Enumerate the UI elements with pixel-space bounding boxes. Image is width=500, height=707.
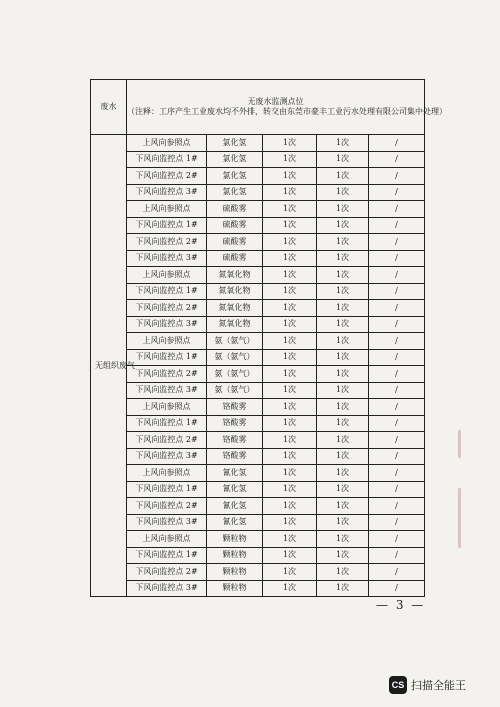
frequency-2-cell: 1次: [317, 382, 369, 399]
table-row: [91, 234, 425, 251]
pollutant-cell: 硫酸雾: [207, 234, 263, 251]
table-row: [91, 135, 425, 152]
frequency-3-cell: /: [369, 349, 425, 366]
frequency-2-cell: 1次: [317, 135, 369, 152]
pollutant-cell: 颗粒物: [207, 547, 263, 564]
frequency-1-cell: 1次: [263, 217, 317, 234]
table-row: [91, 333, 425, 350]
frequency-3-cell: /: [369, 547, 425, 564]
table-row: [91, 300, 425, 317]
table-row: [91, 151, 425, 168]
table-row: [91, 168, 425, 185]
pollutant-cell: 氰化氢: [207, 465, 263, 482]
table-row: [91, 267, 425, 284]
table-row: [91, 564, 425, 581]
wastewater-title: 无废水监测点位: [247, 97, 304, 106]
frequency-1-cell: 1次: [263, 168, 317, 185]
pollutant-cell: 氮氧化物: [207, 316, 263, 333]
frequency-2-cell: 1次: [317, 432, 369, 449]
monitoring-point-cell: 下风向监控点 2#: [127, 432, 207, 449]
monitoring-point-cell: 下风向监控点 2#: [127, 366, 207, 383]
page-number: — 3 —: [376, 598, 426, 612]
wastewater-note: （注释：工序产生工业废水均不外排，转交由东莞市豪丰工业污水处理有限公司集中处理）: [127, 107, 447, 116]
pollutant-cell: 颗粒物: [207, 531, 263, 548]
frequency-3-cell: /: [369, 135, 425, 152]
table-row: [91, 184, 425, 201]
frequency-2-cell: 1次: [317, 250, 369, 267]
table-row: [91, 415, 425, 432]
table-row: [91, 382, 425, 399]
pollutant-cell: 氨（氨气）: [207, 366, 263, 383]
frequency-1-cell: 1次: [263, 498, 317, 515]
frequency-2-cell: 1次: [317, 399, 369, 416]
table-row: [91, 498, 425, 515]
pollutant-cell: 氰化氢: [207, 514, 263, 531]
frequency-3-cell: /: [369, 234, 425, 251]
monitoring-point-cell: 下风向监控点 3#: [127, 184, 207, 201]
table-row: [91, 481, 425, 498]
pollutant-cell: 氯化氢: [207, 184, 263, 201]
table-row: [91, 448, 425, 465]
table-row: [91, 399, 425, 416]
monitoring-point-cell: 下风向监控点 1#: [127, 283, 207, 300]
monitoring-point-cell: 上风向参照点: [127, 333, 207, 350]
monitoring-point-cell: 下风向监控点 1#: [127, 349, 207, 366]
monitoring-point-cell: 上风向参照点: [127, 201, 207, 218]
monitoring-point-cell: 下风向监控点 3#: [127, 580, 207, 597]
frequency-2-cell: 1次: [317, 531, 369, 548]
frequency-3-cell: /: [369, 250, 425, 267]
monitoring-point-cell: 下风向监控点 2#: [127, 300, 207, 317]
frequency-2-cell: 1次: [317, 481, 369, 498]
table-row: [91, 316, 425, 333]
frequency-1-cell: 1次: [263, 316, 317, 333]
frequency-2-cell: 1次: [317, 514, 369, 531]
frequency-1-cell: 1次: [263, 151, 317, 168]
stamp-mark: [458, 430, 471, 458]
frequency-1-cell: 1次: [263, 547, 317, 564]
frequency-3-cell: /: [369, 564, 425, 581]
monitoring-point-cell: 下风向监控点 3#: [127, 382, 207, 399]
monitoring-point-cell: 上风向参照点: [127, 531, 207, 548]
table-row: [91, 580, 425, 597]
frequency-1-cell: 1次: [263, 465, 317, 482]
frequency-2-cell: 1次: [317, 498, 369, 515]
frequency-3-cell: /: [369, 300, 425, 317]
frequency-1-cell: 1次: [263, 250, 317, 267]
frequency-2-cell: 1次: [317, 564, 369, 581]
frequency-2-cell: 1次: [317, 465, 369, 482]
monitoring-point-cell: 下风向监控点 1#: [127, 547, 207, 564]
pollutant-cell: 氯化氢: [207, 151, 263, 168]
monitoring-point-cell: 下风向监控点 2#: [127, 168, 207, 185]
pollutant-cell: 铬酸雾: [207, 448, 263, 465]
frequency-1-cell: 1次: [263, 448, 317, 465]
frequency-2-cell: 1次: [317, 184, 369, 201]
scanner-watermark: [389, 676, 466, 694]
frequency-3-cell: /: [369, 333, 425, 350]
frequency-3-cell: /: [369, 267, 425, 284]
frequency-2-cell: 1次: [317, 316, 369, 333]
frequency-1-cell: 1次: [263, 415, 317, 432]
pollutant-cell: 硫酸雾: [207, 201, 263, 218]
frequency-3-cell: /: [369, 448, 425, 465]
frequency-3-cell: /: [369, 283, 425, 300]
frequency-1-cell: 1次: [263, 399, 317, 416]
pollutant-cell: 硫酸雾: [207, 250, 263, 267]
frequency-3-cell: /: [369, 580, 425, 597]
pollutant-cell: 硫酸雾: [207, 217, 263, 234]
frequency-1-cell: 1次: [263, 366, 317, 383]
frequency-3-cell: /: [369, 465, 425, 482]
frequency-3-cell: /: [369, 201, 425, 218]
monitoring-point-cell: 上风向参照点: [127, 267, 207, 284]
wastewater-note-cell: [127, 80, 447, 135]
frequency-2-cell: 1次: [317, 151, 369, 168]
monitoring-point-cell: 下风向监控点 1#: [127, 217, 207, 234]
frequency-1-cell: 1次: [263, 234, 317, 251]
table-row: [91, 366, 425, 383]
frequency-3-cell: /: [369, 514, 425, 531]
monitoring-point-cell: 下风向监控点 3#: [127, 250, 207, 267]
table-row: [91, 531, 425, 548]
frequency-3-cell: /: [369, 168, 425, 185]
frequency-2-cell: 1次: [317, 201, 369, 218]
frequency-1-cell: 1次: [263, 300, 317, 317]
frequency-2-cell: 1次: [317, 283, 369, 300]
frequency-1-cell: 1次: [263, 184, 317, 201]
frequency-2-cell: 1次: [317, 415, 369, 432]
monitoring-point-cell: 上风向参照点: [127, 399, 207, 416]
frequency-1-cell: 1次: [263, 135, 317, 152]
frequency-2-cell: 1次: [317, 267, 369, 284]
frequency-1-cell: 1次: [263, 382, 317, 399]
table-row: [91, 250, 425, 267]
frequency-3-cell: /: [369, 498, 425, 515]
monitoring-table: [90, 79, 447, 597]
table-row: [91, 514, 425, 531]
frequency-3-cell: /: [369, 382, 425, 399]
monitoring-point-cell: 下风向监控点 2#: [127, 234, 207, 251]
stamp-mark: [458, 488, 471, 548]
frequency-2-cell: 1次: [317, 217, 369, 234]
monitoring-point-cell: 下风向监控点 1#: [127, 151, 207, 168]
frequency-1-cell: 1次: [263, 564, 317, 581]
pollutant-cell: 颗粒物: [207, 580, 263, 597]
monitoring-point-cell: 下风向监控点 2#: [127, 498, 207, 515]
monitoring-point-cell: 下风向监控点 1#: [127, 481, 207, 498]
pollutant-cell: 氰化氢: [207, 481, 263, 498]
frequency-2-cell: 1次: [317, 349, 369, 366]
pollutant-cell: 氮氧化物: [207, 283, 263, 300]
fugitive-gas-category: 无组织废气: [91, 135, 127, 597]
monitoring-point-cell: 下风向监控点 1#: [127, 415, 207, 432]
frequency-1-cell: 1次: [263, 481, 317, 498]
frequency-2-cell: 1次: [317, 547, 369, 564]
pollutant-cell: 氮氧化物: [207, 267, 263, 284]
monitoring-point-cell: 下风向监控点 3#: [127, 448, 207, 465]
monitoring-point-cell: 上风向参照点: [127, 465, 207, 482]
table-row: [91, 465, 425, 482]
monitoring-point-cell: 下风向监控点 3#: [127, 316, 207, 333]
pollutant-cell: 氨（氨气）: [207, 349, 263, 366]
table-row: [91, 547, 425, 564]
frequency-3-cell: /: [369, 151, 425, 168]
pollutant-cell: 氰化氢: [207, 498, 263, 515]
monitoring-point-cell: 下风向监控点 2#: [127, 564, 207, 581]
frequency-1-cell: 1次: [263, 201, 317, 218]
frequency-1-cell: 1次: [263, 349, 317, 366]
frequency-3-cell: /: [369, 415, 425, 432]
frequency-2-cell: 1次: [317, 333, 369, 350]
camscanner-logo-icon: CS: [389, 676, 407, 694]
pollutant-cell: 氯化氢: [207, 168, 263, 185]
frequency-1-cell: 1次: [263, 267, 317, 284]
table-row: [91, 217, 425, 234]
frequency-2-cell: 1次: [317, 366, 369, 383]
frequency-3-cell: /: [369, 184, 425, 201]
watermark-text: 扫描全能王: [411, 679, 466, 692]
pollutant-cell: 颗粒物: [207, 564, 263, 581]
wastewater-row: [91, 80, 425, 135]
pollutant-cell: 铬酸雾: [207, 415, 263, 432]
pollutant-cell: 氨（氨气）: [207, 382, 263, 399]
frequency-3-cell: /: [369, 399, 425, 416]
frequency-1-cell: 1次: [263, 514, 317, 531]
frequency-3-cell: /: [369, 531, 425, 548]
wastewater-category: 废水: [91, 80, 127, 135]
frequency-3-cell: /: [369, 366, 425, 383]
frequency-1-cell: 1次: [263, 531, 317, 548]
monitoring-point-cell: 上风向参照点: [127, 135, 207, 152]
frequency-1-cell: 1次: [263, 283, 317, 300]
frequency-3-cell: /: [369, 316, 425, 333]
table-row: [91, 349, 425, 366]
frequency-3-cell: /: [369, 432, 425, 449]
pollutant-cell: 氯化氢: [207, 135, 263, 152]
table-row: [91, 283, 425, 300]
frequency-2-cell: 1次: [317, 448, 369, 465]
monitoring-point-cell: 下风向监控点 3#: [127, 514, 207, 531]
table-row: [91, 432, 425, 449]
frequency-2-cell: 1次: [317, 300, 369, 317]
frequency-1-cell: 1次: [263, 432, 317, 449]
frequency-2-cell: 1次: [317, 234, 369, 251]
frequency-2-cell: 1次: [317, 168, 369, 185]
pollutant-cell: 铬酸雾: [207, 399, 263, 416]
pollutant-cell: 氨（氨气）: [207, 333, 263, 350]
pollutant-cell: 氮氧化物: [207, 300, 263, 317]
frequency-2-cell: 1次: [317, 580, 369, 597]
frequency-3-cell: /: [369, 481, 425, 498]
frequency-3-cell: /: [369, 217, 425, 234]
frequency-1-cell: 1次: [263, 333, 317, 350]
pollutant-cell: 铬酸雾: [207, 432, 263, 449]
frequency-1-cell: 1次: [263, 580, 317, 597]
table-row: [91, 201, 425, 218]
